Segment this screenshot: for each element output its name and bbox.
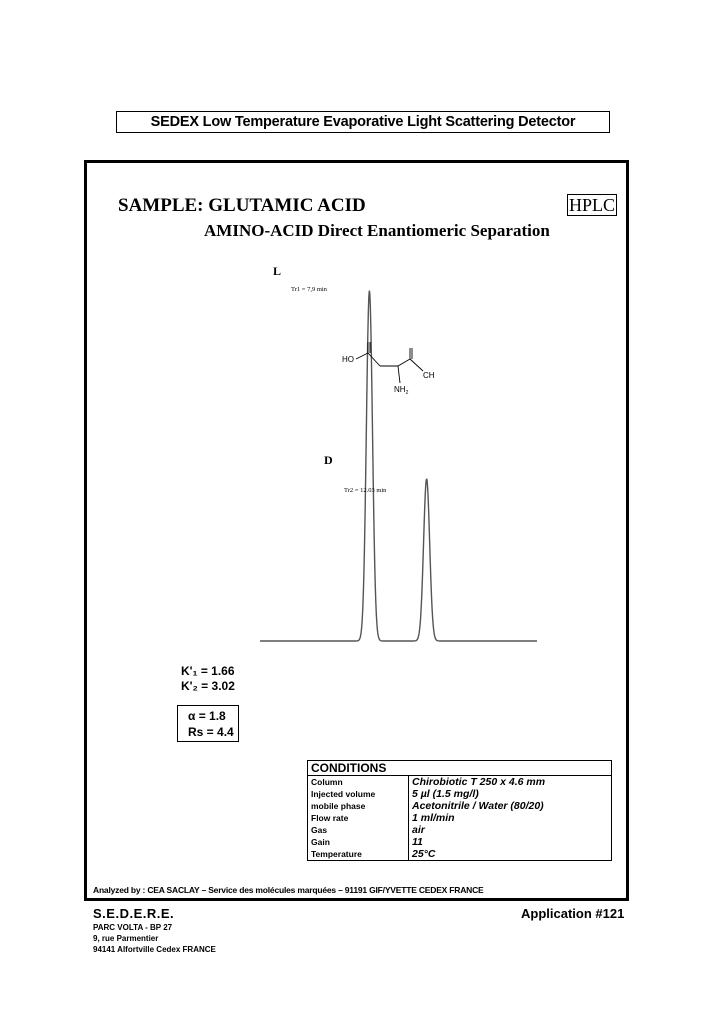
- sample-title: SAMPLE: GLUTAMIC ACID: [118, 195, 366, 216]
- peak-label-d: D: [324, 453, 333, 467]
- k1-value: K'₁ = 1.66: [181, 664, 235, 678]
- hplc-badge: HPLC: [568, 195, 615, 215]
- chromatogram-chart: [260, 262, 540, 662]
- condition-value: Acetonitrile / Water (80/20): [409, 800, 612, 812]
- conditions-row: [308, 800, 612, 812]
- condition-label: Flow rate: [308, 812, 409, 824]
- k2-value: K'₂ = 3.02: [181, 679, 235, 693]
- rs-value: Rs = 4.4: [188, 725, 234, 739]
- glutamic-acid-structure: [356, 342, 423, 383]
- conditions-row: [308, 776, 612, 789]
- document-header-title: SEDEX Low Temperature Evaporative Light Scattering Detector: [116, 111, 610, 133]
- analyzed-by-note: Analyzed by : CEA SACLAY – Service des molécules marquées – 91191 GIF/YVETTE CEDEX FRANCE: [93, 885, 484, 895]
- condition-value: 11: [409, 836, 612, 848]
- address-line: 9, rue Parmentier: [93, 934, 159, 943]
- conditions-header-row: [308, 761, 612, 776]
- address-line: 94141 Alfortville Cedex FRANCE: [93, 945, 216, 954]
- structure-ch-label: CH: [423, 371, 435, 380]
- conditions-row: [308, 788, 612, 800]
- condition-label: Temperature: [308, 848, 409, 861]
- condition-label: Column: [308, 776, 409, 789]
- condition-value: Chirobiotic T 250 x 4.6 mm: [409, 776, 612, 789]
- conditions-title: CONDITIONS: [308, 761, 612, 776]
- peak-retention-d: Tr2 = 12.03 min: [344, 487, 387, 494]
- structure-ho-label: HO: [342, 355, 354, 364]
- condition-label: Gas: [308, 824, 409, 836]
- sample-subtitle: AMINO-ACID Direct Enantiomeric Separation: [204, 221, 550, 240]
- structure-nh-subscript: 2: [405, 390, 409, 396]
- selectivity-resolution-box: [177, 705, 239, 742]
- conditions-row: [308, 812, 612, 824]
- condition-label: mobile phase: [308, 800, 409, 812]
- peak-label-l: L: [273, 264, 282, 278]
- company-address: [93, 922, 216, 955]
- capacity-factors: [181, 664, 235, 694]
- conditions-row: [308, 824, 612, 836]
- conditions-table: [307, 760, 612, 861]
- condition-value: 1 ml/min: [409, 812, 612, 824]
- conditions-row: [308, 848, 612, 861]
- condition-value: air: [409, 824, 612, 836]
- condition-value: 25°C: [409, 848, 612, 861]
- condition-label: Injected volume: [308, 788, 409, 800]
- structure-nh2-label: [394, 385, 409, 396]
- structure-nh-text: NH: [394, 385, 406, 394]
- alpha-value: α = 1.8: [188, 709, 226, 723]
- conditions-row: [308, 836, 612, 848]
- company-name: S.E.D.E.R.E.: [93, 906, 175, 921]
- condition-label: Gain: [308, 836, 409, 848]
- condition-value: 5 µl (1.5 mg/l): [409, 788, 612, 800]
- peak-retention-l: Tr1 = 7,9 min: [291, 286, 327, 293]
- chromatogram-trace: [260, 291, 537, 641]
- application-number: Application #121: [521, 906, 625, 921]
- address-line: PARC VOLTA - BP 27: [93, 923, 173, 932]
